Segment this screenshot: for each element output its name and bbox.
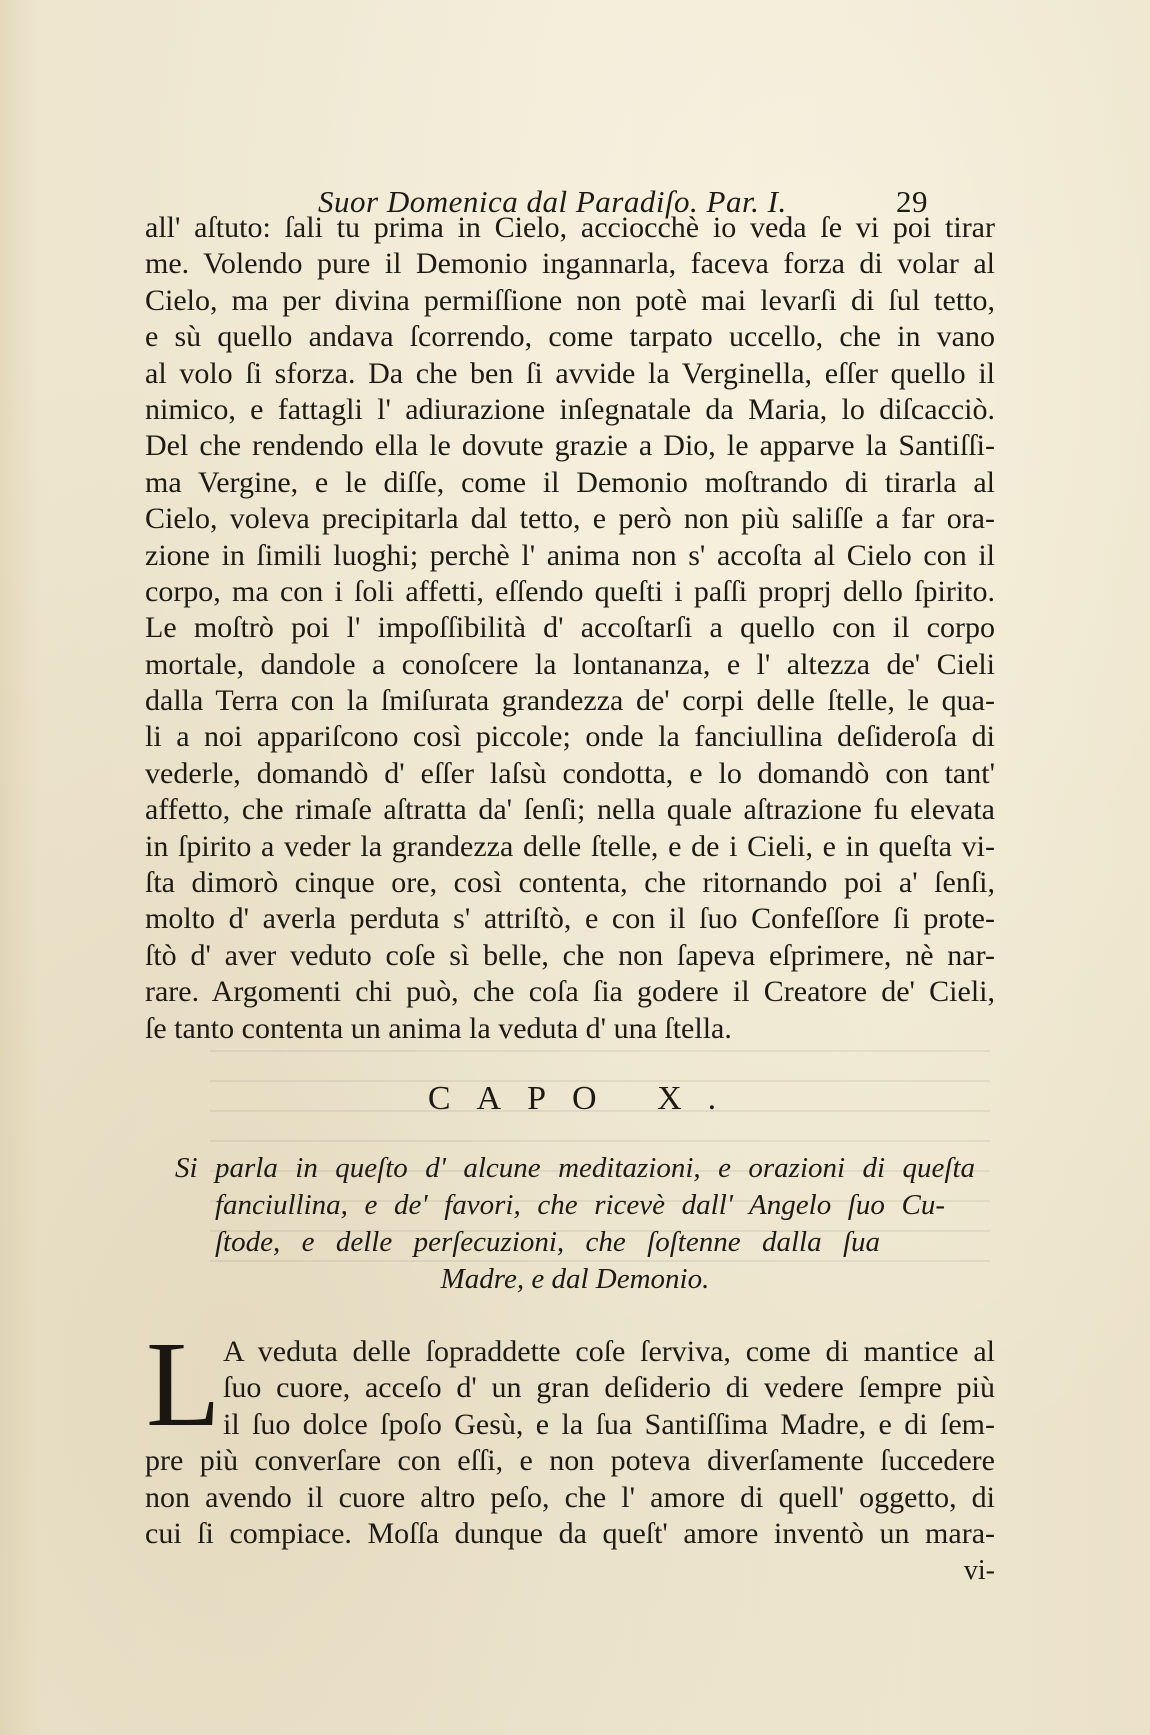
text-line: non avendo il cuore altro peſo, che l' amore di quell' oggetto, di (145, 1480, 995, 1514)
text-line: al volo ſi sforza. Da che ben ſi avvide la Verginella, eſſer quello il (145, 356, 995, 390)
text-line: li a noi appariſcono così piccole; onde la fanciullina deſideroſa di (145, 720, 995, 754)
text-line: Le moſtrò poi l' impoſſibilità d' accoſtarſi a quello con il corpo (145, 611, 995, 645)
text-line: il ſuo dolce ſpoſo Gesù, e la ſua Santiſſima Madre, e di ſem- (223, 1407, 995, 1441)
text-line: mortale, dandole a conoſcere la lontananza, e l' altezza de' Cieli (145, 647, 995, 681)
text-line: ſtò d' aver veduto coſe sì belle, che non ſapeva eſprimere, nè nar- (145, 938, 995, 972)
running-title: Suor Domenica dal Paradiſo. Par. I. (318, 184, 787, 219)
text-line: Del che rendendo ella le dovute grazie a Dio, le apparve la Santiſſi- (145, 429, 995, 463)
summary-line: ſtode, e delle perſecuzioni, che ſoſtenne dalla ſua (215, 1226, 880, 1258)
text-line: pre più converſare con eſſi, e non poteva diverſamente ſuccedere (145, 1444, 995, 1478)
text-line: ma Vergine, e le diſſe, come il Demonio moſtrando di tirarla al (145, 465, 995, 499)
chapter-heading: CAPO X. (427, 1080, 743, 1117)
text-line: ſe tanto contenta un anima la veduta d' una ſtella. (145, 1011, 732, 1045)
text-line: rare. Argomenti chi può, che coſa ſia godere il Creatore de' Cieli, (145, 975, 995, 1009)
summary-line: Madre, e dal Demonio. (440, 1263, 710, 1295)
text-line: me. Volendo pure il Demonio ingannarla, faceva forza di volar al (145, 247, 995, 281)
text-line: Cielo, voleva precipitarla dal tetto, e però non più saliſſe a far ora- (145, 502, 995, 536)
text-line: e sù quello andava ſcorrendo, come tarpato uccello, che in vano (145, 320, 995, 354)
text-line: ſta dimorò cinque ore, così contenta, che ritornando poi a' ſenſi, (145, 866, 995, 900)
summary-line: fanciullina, e de' favori, che ricevè dall' Angelo ſuo Cu- (215, 1189, 945, 1221)
chapter-body (145, 1317, 995, 1552)
text-line: vederle, domandò d' eſſer laſsù condotta, e lo domandò con tant' (145, 756, 995, 790)
chapter-summary (175, 1150, 975, 1298)
text-line: cui ſi compiace. Moſſa dunque da queſt' amore inventò un mara- (145, 1516, 995, 1550)
text-line: A veduta delle ſopraddette coſe ſerviva, come di mantice al (223, 1335, 995, 1368)
text-line: affetto, che rimaſe aſtratta da' ſenſi; nella quale aſtrazione fu elevata (145, 793, 995, 827)
catchword: vi- (963, 1555, 995, 1586)
text-line: molto d' averla perduta s' attriſtò, e con il ſuo Confeſſore ſi prote- (145, 902, 995, 936)
text-line: dalla Terra con la ſmiſurata grandezza de' corpi delle ſtelle, le qua- (145, 684, 995, 718)
summary-line: Si parla in queſto d' alcune meditazioni, e orazioni di queſta (175, 1152, 975, 1184)
text-line: nimico, e fattagli l' adiurazione inſegnatale da Maria, lo diſcacciò. (145, 392, 995, 426)
text-line: Cielo, ma per divina permiſſione non potè mai levarſi di ſul tetto, (145, 283, 995, 317)
text-line: zione in ſimili luoghi; perchè l' anima non s' accoſta al Cielo con il (145, 538, 995, 572)
text-line: ſuo cuore, acceſo d' un gran deſiderio di vedere ſempre più (223, 1371, 995, 1405)
text-before-chapter (145, 210, 995, 1047)
drop-cap-initial: L (146, 1317, 221, 1452)
page-number: 29 (896, 184, 928, 219)
text-line: corpo, ma con i ſoli affetti, eſſendo queſti i paſſi proprj dello ſpirito. (145, 574, 995, 608)
text-line: all' aſtuto: ſali tu prima in Cielo, acciocchè io veda ſe vi poi tirar (145, 211, 995, 244)
text-line: in ſpirito a veder la grandezza delle ſtelle, e de i Cieli, e in queſta vi- (145, 829, 995, 863)
